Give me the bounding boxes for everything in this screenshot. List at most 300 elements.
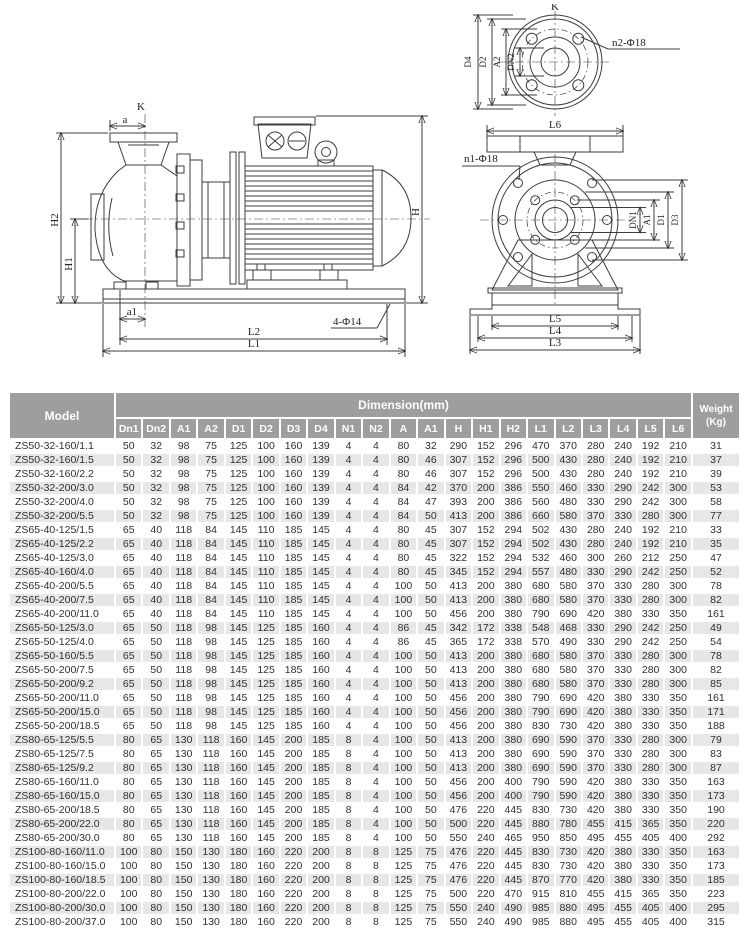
dimension-cell: 550 bbox=[446, 902, 471, 914]
dimension-cell: 4 bbox=[363, 734, 388, 746]
dimension-cell: 350 bbox=[669, 804, 687, 816]
dimension-cell: 40 bbox=[143, 594, 168, 606]
table-row bbox=[10, 510, 739, 522]
dimension-cell: 338 bbox=[504, 636, 523, 648]
table-row bbox=[10, 454, 739, 466]
dimension-cell: 98 bbox=[205, 692, 217, 704]
dimension-cell: 75 bbox=[198, 454, 223, 466]
dimension-cell: 50 bbox=[418, 790, 443, 802]
weight-cell: 161 bbox=[707, 608, 725, 620]
dimension-cell: 290 bbox=[614, 496, 632, 508]
dimension-cell: 413 bbox=[449, 748, 468, 760]
dimension-cell: 98 bbox=[171, 482, 196, 494]
weight-cell: 47 bbox=[710, 552, 722, 564]
model-cell: ZS50-32-200/5.5 bbox=[10, 510, 114, 522]
dimension-cell: 42 bbox=[418, 482, 443, 494]
dimension-cell: 50 bbox=[425, 748, 437, 760]
dimension-cell: 330 bbox=[638, 846, 663, 858]
weight-cell: 315 bbox=[707, 916, 725, 928]
dimension-cell: 50 bbox=[418, 762, 443, 774]
dimension-cell: 330 bbox=[610, 594, 635, 606]
model-cell: ZS65-40-125/1.5 bbox=[15, 524, 94, 536]
dimension-cell: 50 bbox=[418, 734, 443, 746]
dimension-cell: 242 bbox=[638, 622, 663, 634]
front-view-dimensions bbox=[462, 153, 688, 354]
dimension-cell: 380 bbox=[614, 860, 632, 872]
dimension-cell: 380 bbox=[501, 762, 526, 774]
dimension-cell: 145 bbox=[226, 650, 251, 662]
dimension-cell: 84 bbox=[205, 580, 217, 592]
dimension-cell: 8 bbox=[345, 860, 352, 872]
dimension-cell: 86 bbox=[397, 636, 410, 648]
dimension-cell: 370 bbox=[583, 678, 608, 690]
dimension-cell: 580 bbox=[559, 580, 577, 592]
dimension-cell: 98 bbox=[171, 454, 196, 466]
dimension-cell: 590 bbox=[559, 776, 577, 788]
table-row bbox=[10, 916, 739, 928]
dimension-cell: 32 bbox=[143, 482, 168, 494]
model-cell: ZS65-50-125/4.0 bbox=[15, 636, 94, 648]
dimension-cell: 200 bbox=[284, 832, 303, 844]
dimension-cell: 430 bbox=[556, 538, 581, 550]
dimension-cell: 4 bbox=[373, 440, 379, 452]
dimension-cell: 65 bbox=[150, 804, 163, 816]
model-cell: ZS100-80-200/22.0 bbox=[15, 888, 106, 900]
dimension-cell: 8 bbox=[336, 762, 361, 774]
dimension-cell: 150 bbox=[174, 860, 193, 872]
dimension-cell: 65 bbox=[143, 818, 168, 830]
weight-cell: 78 bbox=[693, 650, 739, 662]
model-cell: ZS65-50-200/15.0 bbox=[10, 706, 114, 718]
dimension-cell: 365 bbox=[638, 818, 663, 830]
dimension-cell: 152 bbox=[477, 552, 495, 564]
dimension-cell: 139 bbox=[312, 440, 330, 452]
dimension-cell: 420 bbox=[586, 776, 605, 788]
dimension-cell: 145 bbox=[312, 552, 330, 564]
dimension-cell: 342 bbox=[446, 622, 471, 634]
dimension-cell: 150 bbox=[171, 846, 196, 858]
model-cell: ZS50-32-160/1.1 bbox=[15, 440, 94, 452]
dimension-cell: 75 bbox=[198, 510, 223, 522]
dimension-cell: 690 bbox=[532, 748, 550, 760]
dimension-cell: 65 bbox=[116, 594, 141, 606]
dimension-cell: 690 bbox=[556, 706, 581, 718]
dimension-cell: 118 bbox=[198, 790, 223, 802]
dimension-cell: 118 bbox=[171, 538, 196, 550]
model-column-header: Model bbox=[10, 393, 114, 438]
dimension-cell: 420 bbox=[586, 804, 605, 816]
dimension-cell: 330 bbox=[614, 748, 632, 760]
dimension-cell: 400 bbox=[669, 832, 687, 844]
dimension-cell: 220 bbox=[477, 860, 495, 872]
dimension-cell: 185 bbox=[312, 804, 330, 816]
dimension-cell: 160 bbox=[308, 678, 333, 690]
model-cell: ZS65-40-125/2.2 bbox=[10, 538, 114, 550]
dimension-cell: 50 bbox=[116, 510, 141, 522]
casing-bolt bbox=[514, 179, 523, 188]
weight-cell: 39 bbox=[710, 468, 722, 480]
dimension-cell: 680 bbox=[532, 580, 550, 592]
dimension-cell: 8 bbox=[373, 888, 379, 900]
dimension-cell: 8 bbox=[363, 902, 388, 914]
dimension-cell: 4 bbox=[345, 440, 352, 452]
dimension-cell: 445 bbox=[501, 846, 526, 858]
dimension-cell: 468 bbox=[556, 622, 581, 634]
table-row bbox=[10, 552, 739, 564]
dimension-cell: 8 bbox=[345, 776, 352, 788]
dimension-cell: 145 bbox=[226, 566, 251, 578]
dimension-cell: 4 bbox=[363, 566, 388, 578]
dimension-cell: 145 bbox=[257, 832, 275, 844]
model-cell: ZS80-65-200/22.0 bbox=[10, 818, 114, 830]
table-row bbox=[10, 650, 739, 662]
dimension-cell: 330 bbox=[641, 692, 660, 704]
dimension-cell: 300 bbox=[669, 748, 687, 760]
dimension-cell: 405 bbox=[641, 832, 660, 844]
dimension-cell: 413 bbox=[449, 580, 468, 592]
dimension-cell: 50 bbox=[150, 692, 163, 704]
dimension-column-header: A1 bbox=[171, 419, 196, 438]
dimension-cell: 118 bbox=[175, 580, 193, 592]
dimension-cell: 4 bbox=[363, 706, 388, 718]
dimension-cell: 386 bbox=[501, 510, 526, 522]
dimension-cell: 338 bbox=[501, 622, 526, 634]
dimension-cell: 413 bbox=[446, 762, 471, 774]
dimension-cell: 350 bbox=[669, 692, 687, 704]
dimension-cell: 80 bbox=[397, 552, 410, 564]
dimension-cell: 330 bbox=[610, 762, 635, 774]
dimension-cell: 185 bbox=[281, 678, 306, 690]
dimension-cell: 4 bbox=[345, 720, 352, 732]
dimension-cell: 98 bbox=[198, 678, 223, 690]
dimension-cell: 380 bbox=[614, 720, 632, 732]
dimension-cell: 880 bbox=[559, 916, 577, 928]
dimension-cell: 65 bbox=[116, 538, 141, 550]
dimension-cell: 98 bbox=[171, 510, 196, 522]
dimension-cell: 160 bbox=[281, 482, 306, 494]
dimension-cell: 145 bbox=[257, 748, 275, 760]
dimension-cell: 65 bbox=[143, 734, 168, 746]
dimension-cell: 330 bbox=[641, 776, 660, 788]
dimension-cell: 100 bbox=[391, 594, 416, 606]
dimension-cell: 172 bbox=[477, 636, 495, 648]
dimension-cell: 4 bbox=[336, 706, 361, 718]
dimension-cell: 185 bbox=[281, 538, 306, 550]
dimension-cell: 200 bbox=[308, 874, 333, 886]
table-row bbox=[10, 678, 739, 690]
dimension-cell: 570 bbox=[532, 636, 550, 648]
dimension-cell: 118 bbox=[198, 734, 223, 746]
dimension-cell: 300 bbox=[665, 762, 691, 774]
dimension-cell: 125 bbox=[226, 482, 251, 494]
dimension-cell: 118 bbox=[171, 706, 196, 718]
model-cell: ZS65-50-160/5.5 bbox=[10, 650, 114, 662]
table-row bbox=[10, 566, 739, 578]
dimension-cell: 380 bbox=[504, 748, 523, 760]
dimension-cell: 100 bbox=[394, 720, 413, 732]
dimension-cell: 294 bbox=[501, 538, 526, 550]
dimension-cell: 80 bbox=[116, 818, 141, 830]
dimension-cell: 75 bbox=[425, 860, 437, 872]
dimension-cell: 118 bbox=[175, 636, 193, 648]
weight-column-header: Weight (Kg) bbox=[693, 393, 739, 438]
dimension-cell: 830 bbox=[532, 860, 550, 872]
weight-cell: 85 bbox=[693, 678, 739, 690]
weight-cell: 190 bbox=[707, 804, 725, 816]
dimension-cell: 98 bbox=[177, 440, 190, 452]
dimension-cell: 98 bbox=[205, 720, 217, 732]
dimension-cell: 345 bbox=[446, 566, 471, 578]
dimension-cell: 590 bbox=[556, 734, 581, 746]
dimension-cell: 680 bbox=[528, 594, 553, 606]
dimension-cell: 220 bbox=[477, 804, 495, 816]
weight-cell: 33 bbox=[710, 524, 722, 536]
dimension-cell: 185 bbox=[284, 580, 303, 592]
dimension-cell: 139 bbox=[312, 468, 330, 480]
dimension-cell: 185 bbox=[284, 608, 303, 620]
dimension-cell: 100 bbox=[253, 482, 278, 494]
dimension-cell: 413 bbox=[446, 510, 471, 522]
weight-cell: 37 bbox=[693, 454, 739, 466]
front-view-drawing bbox=[440, 4, 749, 382]
dimension-cell: 50 bbox=[143, 650, 168, 662]
dim-label-a2: A2 bbox=[492, 56, 502, 68]
dimension-cell: 250 bbox=[665, 566, 691, 578]
dim-label-l3: L3 bbox=[548, 337, 562, 349]
dimension-cell: 532 bbox=[532, 552, 550, 564]
dimension-cell: 125 bbox=[394, 860, 413, 872]
dimension-cell: 4 bbox=[336, 650, 361, 662]
dimension-cell: 180 bbox=[229, 916, 248, 928]
model-cell: ZS65-50-200/7.5 bbox=[15, 664, 94, 676]
dimension-cell: 40 bbox=[150, 524, 163, 536]
dimension-cell: 370 bbox=[583, 650, 608, 662]
dimension-cell: 100 bbox=[391, 818, 416, 830]
dimension-cell: 455 bbox=[610, 902, 635, 914]
dimension-cell: 300 bbox=[669, 580, 687, 592]
dimension-cell: 118 bbox=[171, 622, 196, 634]
dimension-cell: 160 bbox=[281, 454, 306, 466]
table-row bbox=[10, 804, 739, 816]
dimension-cell: 790 bbox=[532, 692, 550, 704]
dimension-cell: 330 bbox=[641, 860, 660, 872]
dimension-cell: 300 bbox=[665, 650, 691, 662]
dimension-cell: 145 bbox=[312, 524, 330, 536]
dimension-cell: 4 bbox=[363, 650, 388, 662]
dimension-cell: 430 bbox=[556, 454, 581, 466]
dimension-cell: 100 bbox=[257, 440, 275, 452]
dimension-cell: 240 bbox=[477, 832, 495, 844]
dimension-cell: 50 bbox=[143, 678, 168, 690]
dimension-cell: 660 bbox=[528, 510, 553, 522]
dim-label-n1-holes: n1-Φ18 bbox=[464, 153, 498, 165]
dimension-cell: 380 bbox=[501, 594, 526, 606]
table-row bbox=[10, 440, 739, 452]
dimension-cell: 476 bbox=[446, 846, 471, 858]
table-row bbox=[10, 622, 739, 634]
dimension-cell: 300 bbox=[665, 678, 691, 690]
dimension-cell: 80 bbox=[150, 916, 163, 928]
dimension-cell: 280 bbox=[583, 454, 608, 466]
dimension-cell: 80 bbox=[143, 846, 168, 858]
dimension-cell: 185 bbox=[312, 748, 330, 760]
dimension-cell: 185 bbox=[312, 776, 330, 788]
dimension-cell: 240 bbox=[614, 440, 632, 452]
dimension-cell: 470 bbox=[532, 440, 550, 452]
dim-label-a1-front: A1 bbox=[642, 214, 652, 226]
dimension-cell: 130 bbox=[171, 762, 196, 774]
dimension-cell: 690 bbox=[528, 762, 553, 774]
weight-cell: 53 bbox=[693, 482, 739, 494]
dimension-cell: 330 bbox=[610, 734, 635, 746]
dimension-cell: 125 bbox=[253, 650, 278, 662]
dimension-cell: 80 bbox=[150, 860, 163, 872]
dimension-cell: 160 bbox=[226, 762, 251, 774]
table-row bbox=[10, 692, 739, 704]
dimension-cell: 380 bbox=[504, 608, 523, 620]
dimension-cell: 985 bbox=[532, 916, 550, 928]
dimension-cell: 75 bbox=[418, 902, 443, 914]
dimension-cell: 110 bbox=[257, 524, 275, 536]
weight-cell: 87 bbox=[693, 762, 739, 774]
dimension-cell: 915 bbox=[532, 888, 550, 900]
dimension-cell: 240 bbox=[473, 902, 498, 914]
dimension-cell: 40 bbox=[143, 566, 168, 578]
dimension-cell: 240 bbox=[614, 468, 632, 480]
dimension-cell: 125 bbox=[257, 720, 275, 732]
dimension-cell: 212 bbox=[641, 552, 660, 564]
dimension-cell: 98 bbox=[198, 706, 223, 718]
dimension-cell: 220 bbox=[281, 874, 306, 886]
model-cell: ZS65-40-200/7.5 bbox=[10, 594, 114, 606]
dimension-cell: 145 bbox=[253, 818, 278, 830]
dimension-cell: 490 bbox=[501, 902, 526, 914]
dimension-cell: 185 bbox=[308, 818, 333, 830]
dimension-cell: 200 bbox=[473, 650, 498, 662]
dimension-cell: 280 bbox=[586, 468, 605, 480]
dimension-cell: 200 bbox=[284, 748, 303, 760]
dimension-cell: 160 bbox=[229, 804, 248, 816]
dimension-cell: 160 bbox=[312, 664, 330, 676]
dimension-cell: 84 bbox=[198, 538, 223, 550]
dimension-cell: 294 bbox=[501, 566, 526, 578]
dimension-cell: 456 bbox=[449, 720, 468, 732]
dimension-column-header: D2 bbox=[253, 419, 278, 438]
dimension-cell: 192 bbox=[641, 524, 660, 536]
model-cell: ZS65-50-200/18.5 bbox=[15, 720, 100, 732]
dimension-cell: 185 bbox=[312, 832, 330, 844]
dimension-cell: 192 bbox=[638, 454, 663, 466]
dimension-cell: 65 bbox=[122, 524, 135, 536]
dimension-cell: 210 bbox=[669, 468, 687, 480]
dimension-cell: 125 bbox=[394, 888, 413, 900]
bolt-hole bbox=[526, 33, 537, 44]
dimension-cell: 380 bbox=[504, 664, 523, 676]
dimension-cell: 300 bbox=[665, 734, 691, 746]
dimension-cell: 160 bbox=[281, 510, 306, 522]
dimension-cell: 118 bbox=[202, 776, 220, 788]
dimension-cell: 150 bbox=[171, 902, 196, 914]
dimension-cell: 4 bbox=[345, 524, 352, 536]
dimension-cell: 145 bbox=[308, 566, 333, 578]
weight-cell: 83 bbox=[710, 748, 722, 760]
side-view-drawing bbox=[28, 98, 448, 368]
dimension-cell: 47 bbox=[425, 496, 437, 508]
dimension-cell: 130 bbox=[202, 916, 220, 928]
dimension-cell: 185 bbox=[308, 734, 333, 746]
motor-feet bbox=[247, 264, 347, 289]
dimension-cell: 100 bbox=[394, 832, 413, 844]
dimension-cell: 160 bbox=[257, 916, 275, 928]
dimension-cell: 380 bbox=[614, 776, 632, 788]
dimension-cell: 185 bbox=[284, 720, 303, 732]
dimension-cell: 4 bbox=[336, 566, 361, 578]
dimension-cell: 294 bbox=[504, 552, 523, 564]
dimension-cell: 50 bbox=[122, 496, 135, 508]
dimension-cell: 98 bbox=[205, 636, 217, 648]
model-cell: ZS100-80-160/15.0 bbox=[15, 860, 106, 872]
dimension-cell: 330 bbox=[586, 636, 605, 648]
dimension-cell: 4 bbox=[373, 524, 379, 536]
dimension-cell: 185 bbox=[284, 692, 303, 704]
dimension-cell: 500 bbox=[446, 818, 471, 830]
dimension-cell: 690 bbox=[559, 608, 577, 620]
dimension-cell: 200 bbox=[477, 776, 495, 788]
dimension-cell: 290 bbox=[610, 482, 635, 494]
dimension-cell: 330 bbox=[638, 874, 663, 886]
dimension-cell: 200 bbox=[473, 510, 498, 522]
dimension-cell: 456 bbox=[449, 608, 468, 620]
dimension-cell: 145 bbox=[226, 622, 251, 634]
table-row bbox=[10, 720, 739, 732]
dimension-cell: 100 bbox=[257, 496, 275, 508]
dimension-cell: 415 bbox=[610, 818, 635, 830]
dimension-cell: 160 bbox=[312, 636, 330, 648]
dimension-cell: 4 bbox=[363, 622, 388, 634]
dimension-cell: 110 bbox=[257, 552, 275, 564]
dimension-cell: 98 bbox=[177, 496, 190, 508]
dimension-cell: 185 bbox=[281, 706, 306, 718]
dimension-column-header: D3 bbox=[281, 419, 306, 438]
dimension-cell: 125 bbox=[257, 692, 275, 704]
weight-cell: 161 bbox=[707, 692, 725, 704]
dimension-cell: 130 bbox=[174, 748, 193, 760]
dimension-cell: 45 bbox=[425, 552, 437, 564]
dimension-cell: 550 bbox=[449, 832, 468, 844]
dimension-cell: 145 bbox=[257, 776, 275, 788]
dimension-cell: 420 bbox=[586, 860, 605, 872]
dimension-cell: 8 bbox=[336, 902, 361, 914]
dimension-cell: 125 bbox=[394, 916, 413, 928]
dimension-cell: 420 bbox=[583, 790, 608, 802]
dim-label-l5: L5 bbox=[548, 313, 562, 325]
dimension-cell: 680 bbox=[528, 650, 553, 662]
dimension-cell: 8 bbox=[336, 790, 361, 802]
dim-label-l1: L1 bbox=[247, 338, 261, 350]
terminal-box bbox=[254, 117, 315, 158]
dimension-cell: 350 bbox=[665, 790, 691, 802]
model-cell: ZS50-32-160/2.2 bbox=[15, 468, 94, 480]
dimension-cell: 370 bbox=[559, 440, 577, 452]
dimension-cell: 50 bbox=[418, 650, 443, 662]
model-cell: ZS80-65-160/11.0 bbox=[15, 776, 99, 788]
dimension-cell: 8 bbox=[345, 888, 352, 900]
motor-lantern bbox=[230, 152, 245, 284]
dimension-cell: 100 bbox=[119, 916, 138, 928]
dimension-cell: 40 bbox=[150, 580, 163, 592]
dimension-cell: 260 bbox=[614, 552, 632, 564]
model-cell: ZS80-65-160/15.0 bbox=[10, 790, 114, 802]
